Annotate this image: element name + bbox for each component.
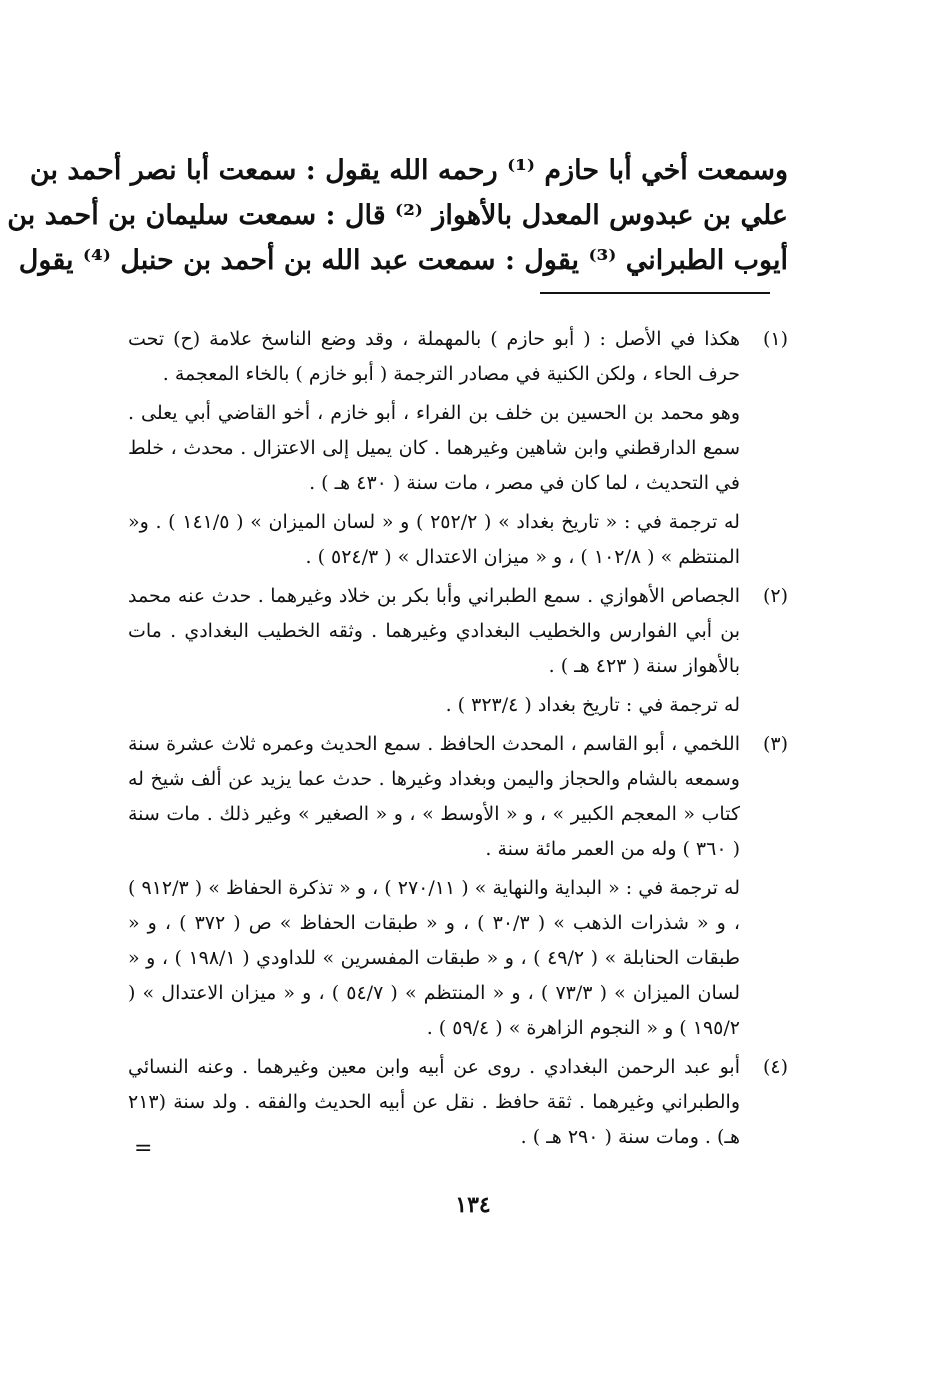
continuation-mark: = <box>134 1136 153 1161</box>
main-text-line: وسمعت أخي أبا حازم ⁽¹⁾ رحمه الله يقول : سمعت أبا نصر أحمد بن <box>29 155 788 186</box>
footnote-body <box>128 1050 740 1155</box>
footnote-body <box>128 579 740 723</box>
footnote-number: (٣) <box>762 733 788 755</box>
page-number: ١٣٤ <box>455 1192 491 1218</box>
footnote-2 <box>128 579 788 723</box>
footnote-paragraph: له ترجمة في : تاريخ بغداد ( ٣٢٣/٤ ) . <box>445 694 740 716</box>
footnote-paragraph: اللخمي ، أبو القاسم ، المحدث الحافظ . سمع الحديث وعمره ثلاث عشرة سنة وسمعه بالشام والحجاز واليمن وبغداد وغيرها . حدث عما يزيد عن ألف شيخ له كتاب « المعجم الكبير » ، و « الأوسط » ، و « الصغير » وغير ذلك . مات سنة ( ٣٦٠ ) وله من العمر مائة سنة . <box>128 733 740 860</box>
footnote-number: (١) <box>762 328 788 350</box>
footnotes-section <box>128 322 788 1159</box>
footnote-paragraph: له ترجمة في : « تاريخ بغداد » ( ٢٥٢/٢ ) و « لسان الميزان » ( ١٤١/٥ ) . و« المنتظم » ( ١٠٢/٨ ) ، و « ميزان الاعتدال » ( ٥٢٤/٣ ) . <box>128 511 740 568</box>
footnote-paragraph: الجصاص الأهوازي . سمع الطبراني وأبا بكر بن خلاد وغيرهما . حدث عنه محمد بن أبي الفوارس والخطيب البغدادي وغيرهما . وثقه الخطيب البغدادي . مات بالأهواز سنة ( ٤٢٣ هـ ) . <box>128 585 740 677</box>
footnote-3 <box>128 727 788 1046</box>
main-text-line: أيوب الطبراني ⁽³⁾ يقول : سمعت عبد الله بن أحمد بن حنبل ⁽⁴⁾ يقول <box>18 245 788 276</box>
footnote-paragraph: له ترجمة في : « البداية والنهاية » ( ٢٧٠/١١ ) ، و « تذكرة الحفاظ » ( ٩١٢/٣ ) ، و « شذرات الذهب » ( ٣٠/٣ ) ، و « طبقات الحفاظ » ص ( ٣٧٢ ) ، و « طبقات الحنابلة » ( ٤٩/٢ ) ، و « طبقات المفسرين » للداودي ( ١٩٨/١ ) ، و « لسان الميزان » ( ٧٣/٣ ) ، و « المنتظم » ( ٥٤/٧ ) ، و « ميزان الاعتدال » ( ١٩٥/٢ ) و « النجوم الزاهرة » ( ٥٩/٤ ) . <box>128 877 741 1039</box>
footnote-paragraph: وهو محمد بن الحسين بن خلف بن الفراء ، أبو خازم ، أخو القاضي أبي يعلى . سمع الدارقطني وابن شاهين وغيرهما . كان يميل إلى الاعتزال . محدث ، خلط في التحديث ، لما كان في مصر ، مات سنة ( ٤٣٠ هـ ) . <box>128 402 740 494</box>
footnote-number: (٤) <box>762 1056 788 1078</box>
footnote-paragraph: هكذا في الأصل : ( أبو حازم ) بالمهملة ، وقد وضع الناسخ علامة (ح) تحت حرف الحاء ، ولكن الكنية في مصادر الترجمة ( أبو خازم ) بالخاء المعجمة . <box>128 328 740 385</box>
footnote-body <box>128 727 740 1046</box>
main-text-line: علي بن عبدوس المعدل بالأهواز ⁽²⁾ قال : سمعت سليمان بن أحمد بن <box>7 200 788 231</box>
footnote-1 <box>128 322 788 575</box>
footnote-4 <box>128 1050 788 1155</box>
footnote-number: (٢) <box>762 585 788 607</box>
footnote-paragraph: أبو عبد الرحمن البغدادي . روى عن أبيه وابن معين وغيرهما . وعنه النسائي والطبراني وغيرهما . ثقة حافظ . نقل عن أبيه الحديث والفقه . ولد سنة (٢١٣ هـ) . ومات سنة ( ٢٩٠ هـ ) . <box>128 1056 740 1148</box>
footnote-body <box>128 322 740 575</box>
footnote-separator-rule <box>540 292 770 294</box>
main-text-block <box>7 148 788 283</box>
